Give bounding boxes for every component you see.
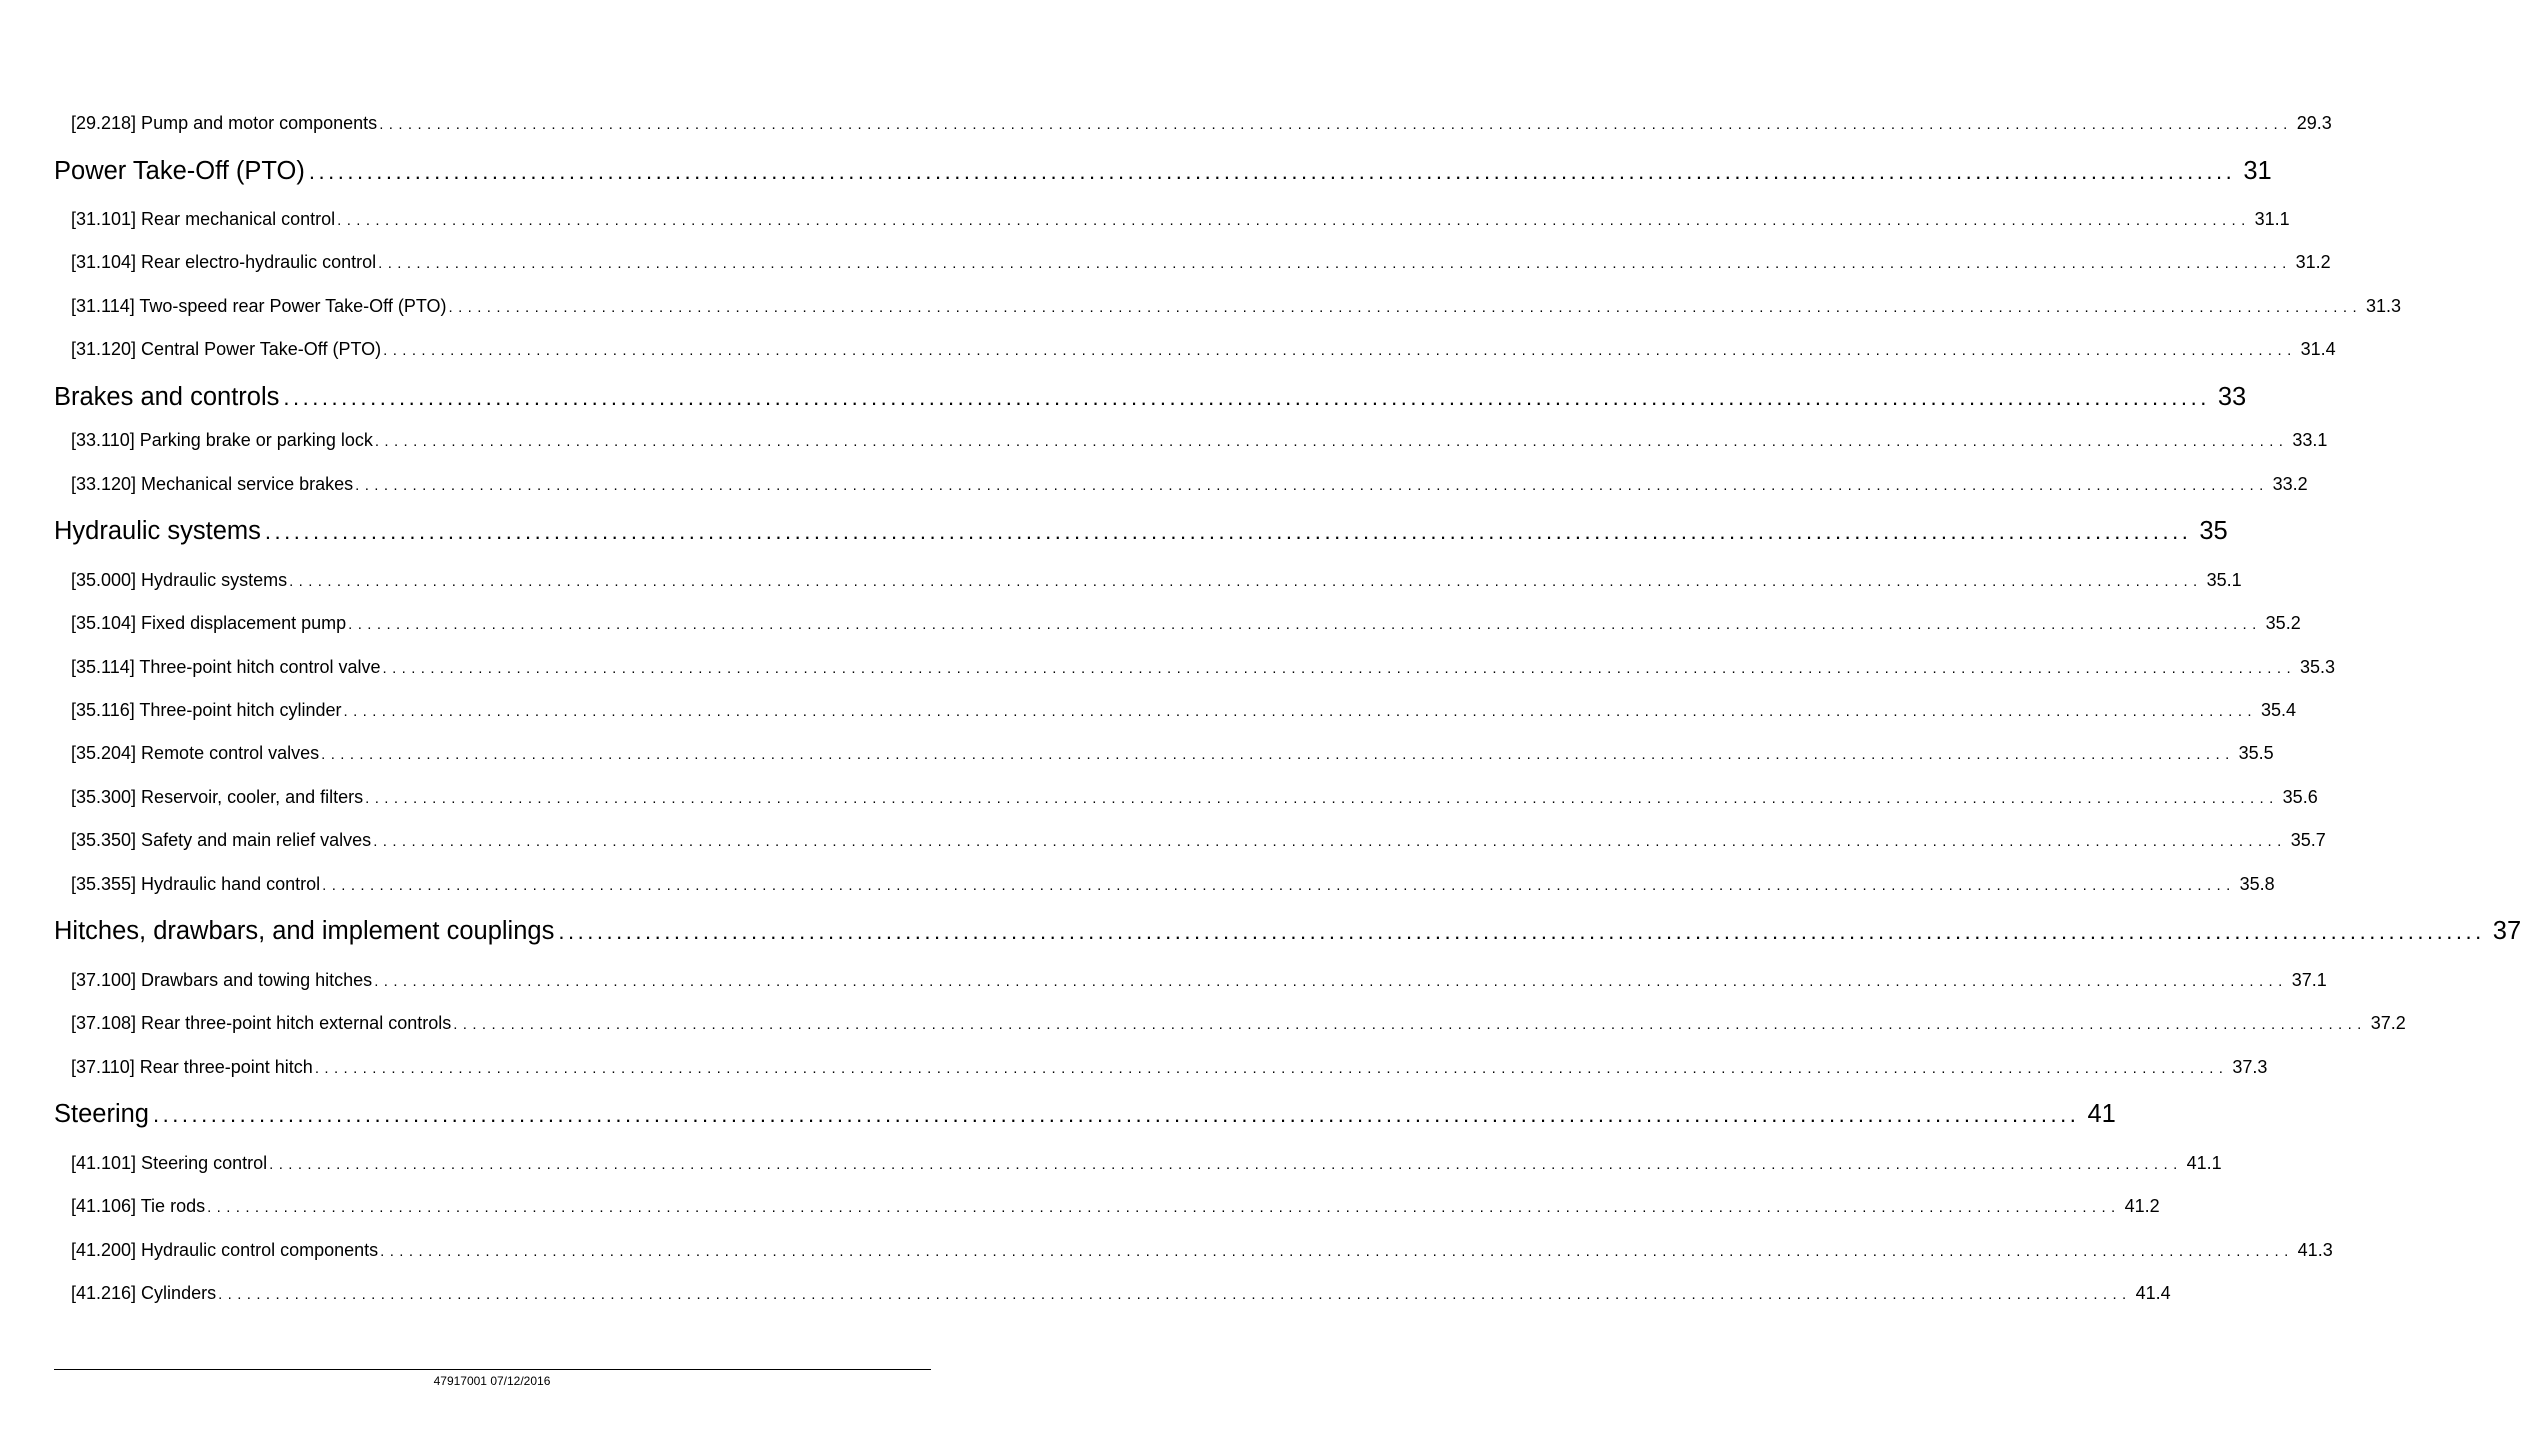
toc-leader-dots: ........................................................................................................................................................................................................	[355, 477, 2269, 494]
toc-entry-page: 31.2	[2295, 252, 2331, 272]
toc-section-title: Steering	[54, 1100, 149, 1128]
toc-leader-dots: ........................................................................................................................................................................................................	[382, 660, 2297, 677]
toc-section-title: Hydraulic systems	[54, 517, 261, 545]
toc-section[interactable]	[54, 157, 2272, 186]
toc-entry[interactable]	[71, 339, 2336, 360]
toc-entry-page: 35.6	[2282, 787, 2318, 807]
toc-entry[interactable]	[71, 209, 2290, 230]
toc-entry[interactable]	[71, 252, 2331, 273]
toc-entry[interactable]	[71, 1240, 2333, 1261]
toc-entry-title: [37.108] Rear three-point hitch external controls	[71, 1013, 452, 1033]
toc-entry-page: 35.3	[2300, 657, 2336, 677]
toc-entry-page: 33.2	[2272, 474, 2308, 494]
toc-entry-title: [31.114] Two-speed rear Power Take-Off (PTO)	[71, 296, 447, 316]
toc-leader-dots: ........................................................................................................................................................................................................	[558, 919, 2485, 944]
toc-entry[interactable]	[71, 113, 2332, 134]
toc-leader-dots: ........................................................................................................................................................................................................	[289, 573, 2203, 590]
toc-entry-title: [31.120] Central Power Take-Off (PTO)	[71, 339, 382, 359]
toc-entry[interactable]	[71, 474, 2308, 495]
toc-entry-title: [31.101] Rear mechanical control	[71, 209, 336, 229]
toc-leader-dots: ........................................................................................................................................................................................................	[152, 1102, 2080, 1127]
toc-entry-page: 41.1	[2186, 1153, 2222, 1173]
toc-entry[interactable]	[71, 430, 2328, 451]
toc-leader-dots: ........................................................................................................................................................................................................	[365, 790, 2279, 807]
toc-entry-page: 37.3	[2232, 1057, 2268, 1077]
toc-entry[interactable]	[71, 1057, 2268, 1078]
footer-doc-id: 47917001 07/12/2016	[433, 1374, 551, 1388]
toc-entry[interactable]	[71, 657, 2336, 678]
toc-entry[interactable]	[71, 970, 2327, 991]
toc-section[interactable]	[54, 517, 2228, 546]
toc-leader-dots: ........................................................................................................................................................................................................	[308, 159, 2236, 184]
toc-entry-title: [35.114] Three-point hitch control valve	[71, 657, 381, 677]
toc-entry[interactable]	[71, 570, 2242, 591]
toc-section-title: Power Take-Off (PTO)	[54, 157, 305, 185]
toc-leader-dots: ........................................................................................................................................................................................................	[264, 519, 2192, 544]
toc-entry-page: 37.2	[2370, 1013, 2406, 1033]
toc-leader-dots: ........................................................................................................................................................................................................	[283, 385, 2210, 410]
toc-section-page: 41	[2087, 1100, 2116, 1128]
toc-entry-title: [41.101] Steering control	[71, 1153, 268, 1173]
toc-entry[interactable]	[71, 874, 2275, 895]
toc-leader-dots: ........................................................................................................................................................................................................	[207, 1199, 2121, 1216]
toc-entry-page: 35.1	[2206, 570, 2242, 590]
toc-leader-dots: ........................................................................................................................................................................................................	[321, 746, 2235, 763]
toc-entry-title: [35.104] Fixed displacement pump	[71, 613, 347, 633]
toc-entry-title: [41.200] Hydraulic control components	[71, 1240, 379, 1260]
toc-entry-page: 41.3	[2297, 1240, 2333, 1260]
toc-section[interactable]	[54, 917, 2521, 946]
toc-entry[interactable]	[71, 787, 2318, 808]
toc-entry-title: [37.100] Drawbars and towing hitches	[71, 970, 373, 990]
toc-section-page: 37	[2492, 917, 2521, 945]
toc-entry-page: 41.4	[2135, 1283, 2171, 1303]
toc-entry-page: 35.4	[2261, 700, 2297, 720]
toc-section-page: 35	[2199, 517, 2228, 545]
toc-leader-dots: ........................................................................................................................................................................................................	[378, 255, 2292, 272]
toc-entry[interactable]	[71, 700, 2297, 721]
toc-entry-title: [35.355] Hydraulic hand control	[71, 874, 321, 894]
toc-entry-page: 35.8	[2239, 874, 2275, 894]
toc-entry[interactable]	[71, 743, 2274, 764]
toc-leader-dots: ........................................................................................................................................................................................................	[343, 703, 2257, 720]
toc-section[interactable]	[54, 383, 2247, 412]
toc-entry-page: 35.5	[2238, 743, 2274, 763]
toc-entry-page: 33.1	[2292, 430, 2328, 450]
toc-entry-title: [33.110] Parking brake or parking lock	[71, 430, 373, 450]
toc-section-page: 33	[2217, 383, 2247, 411]
toc-entry-title: [29.218] Pump and motor components	[71, 113, 378, 133]
toc-entry-page: 31.1	[2254, 209, 2290, 229]
toc-entry-page: 41.2	[2124, 1196, 2160, 1216]
toc-leader-dots: ........................................................................................................................................................................................................	[383, 342, 2297, 359]
toc-entry-page: 31.3	[2366, 296, 2402, 316]
toc-entry-title: [35.300] Reservoir, cooler, and filters	[71, 787, 364, 807]
toc-entry-title: [37.110] Rear three-point hitch	[71, 1057, 313, 1077]
toc-entry-title: [31.104] Rear electro-hydraulic control	[71, 252, 377, 272]
toc-entry-title: [41.106] Tie rods	[71, 1196, 206, 1216]
toc-entry-title: [35.000] Hydraulic systems	[71, 570, 288, 590]
toc-leader-dots: ........................................................................................................................................................................................................	[448, 299, 2363, 316]
toc-leader-dots: ........................................................................................................................................................................................................	[322, 877, 2236, 894]
toc-leader-dots: ........................................................................................................................................................................................................	[337, 212, 2251, 229]
toc-section-page: 31	[2243, 157, 2272, 185]
toc-section[interactable]	[54, 1100, 2116, 1129]
toc-entry[interactable]	[71, 1283, 2171, 1304]
footer-divider	[54, 1369, 931, 1370]
toc-leader-dots: ........................................................................................................................................................................................................	[348, 616, 2262, 633]
toc-entry-page: 37.1	[2291, 970, 2327, 990]
toc-entry[interactable]	[71, 1153, 2222, 1174]
toc-entry[interactable]	[71, 1013, 2406, 1034]
toc-leader-dots: ........................................................................................................................................................................................................	[380, 1243, 2294, 1260]
toc-leader-dots: ........................................................................................................................................................................................................	[218, 1286, 2132, 1303]
toc-section-title: Brakes and controls	[54, 383, 280, 411]
toc-leader-dots: ........................................................................................................................................................................................................	[373, 833, 2287, 850]
toc-entry-title: [35.350] Safety and main relief valves	[71, 830, 372, 850]
toc-entry-page: 31.4	[2300, 339, 2336, 359]
toc-leader-dots: ........................................................................................................................................................................................................	[374, 973, 2288, 990]
toc-leader-dots: ........................................................................................................................................................................................................	[314, 1060, 2229, 1077]
toc-entry[interactable]	[71, 296, 2402, 317]
toc-entry-title: [35.204] Remote control valves	[71, 743, 320, 763]
toc-leader-dots: ........................................................................................................................................................................................................	[269, 1156, 2183, 1173]
toc-entry-page: 35.2	[2265, 613, 2301, 633]
toc-section-title: Hitches, drawbars, and implement couplings	[54, 917, 555, 945]
toc-entry-title: [41.216] Cylinders	[71, 1283, 217, 1303]
toc-entry-page: 29.3	[2296, 113, 2332, 133]
toc-leader-dots: ........................................................................................................................................................................................................	[379, 116, 2293, 133]
toc-entry-title: [33.120] Mechanical service brakes	[71, 474, 354, 494]
toc-leader-dots: ........................................................................................................................................................................................................	[453, 1016, 2367, 1033]
toc-entry[interactable]	[71, 830, 2326, 851]
toc-entry[interactable]	[71, 1196, 2160, 1217]
toc-leader-dots: ........................................................................................................................................................................................................	[374, 433, 2289, 450]
toc-entry[interactable]	[71, 613, 2301, 634]
toc-entry-page: 35.7	[2290, 830, 2326, 850]
toc-entry-title: [35.116] Three-point hitch cylinder	[71, 700, 342, 720]
